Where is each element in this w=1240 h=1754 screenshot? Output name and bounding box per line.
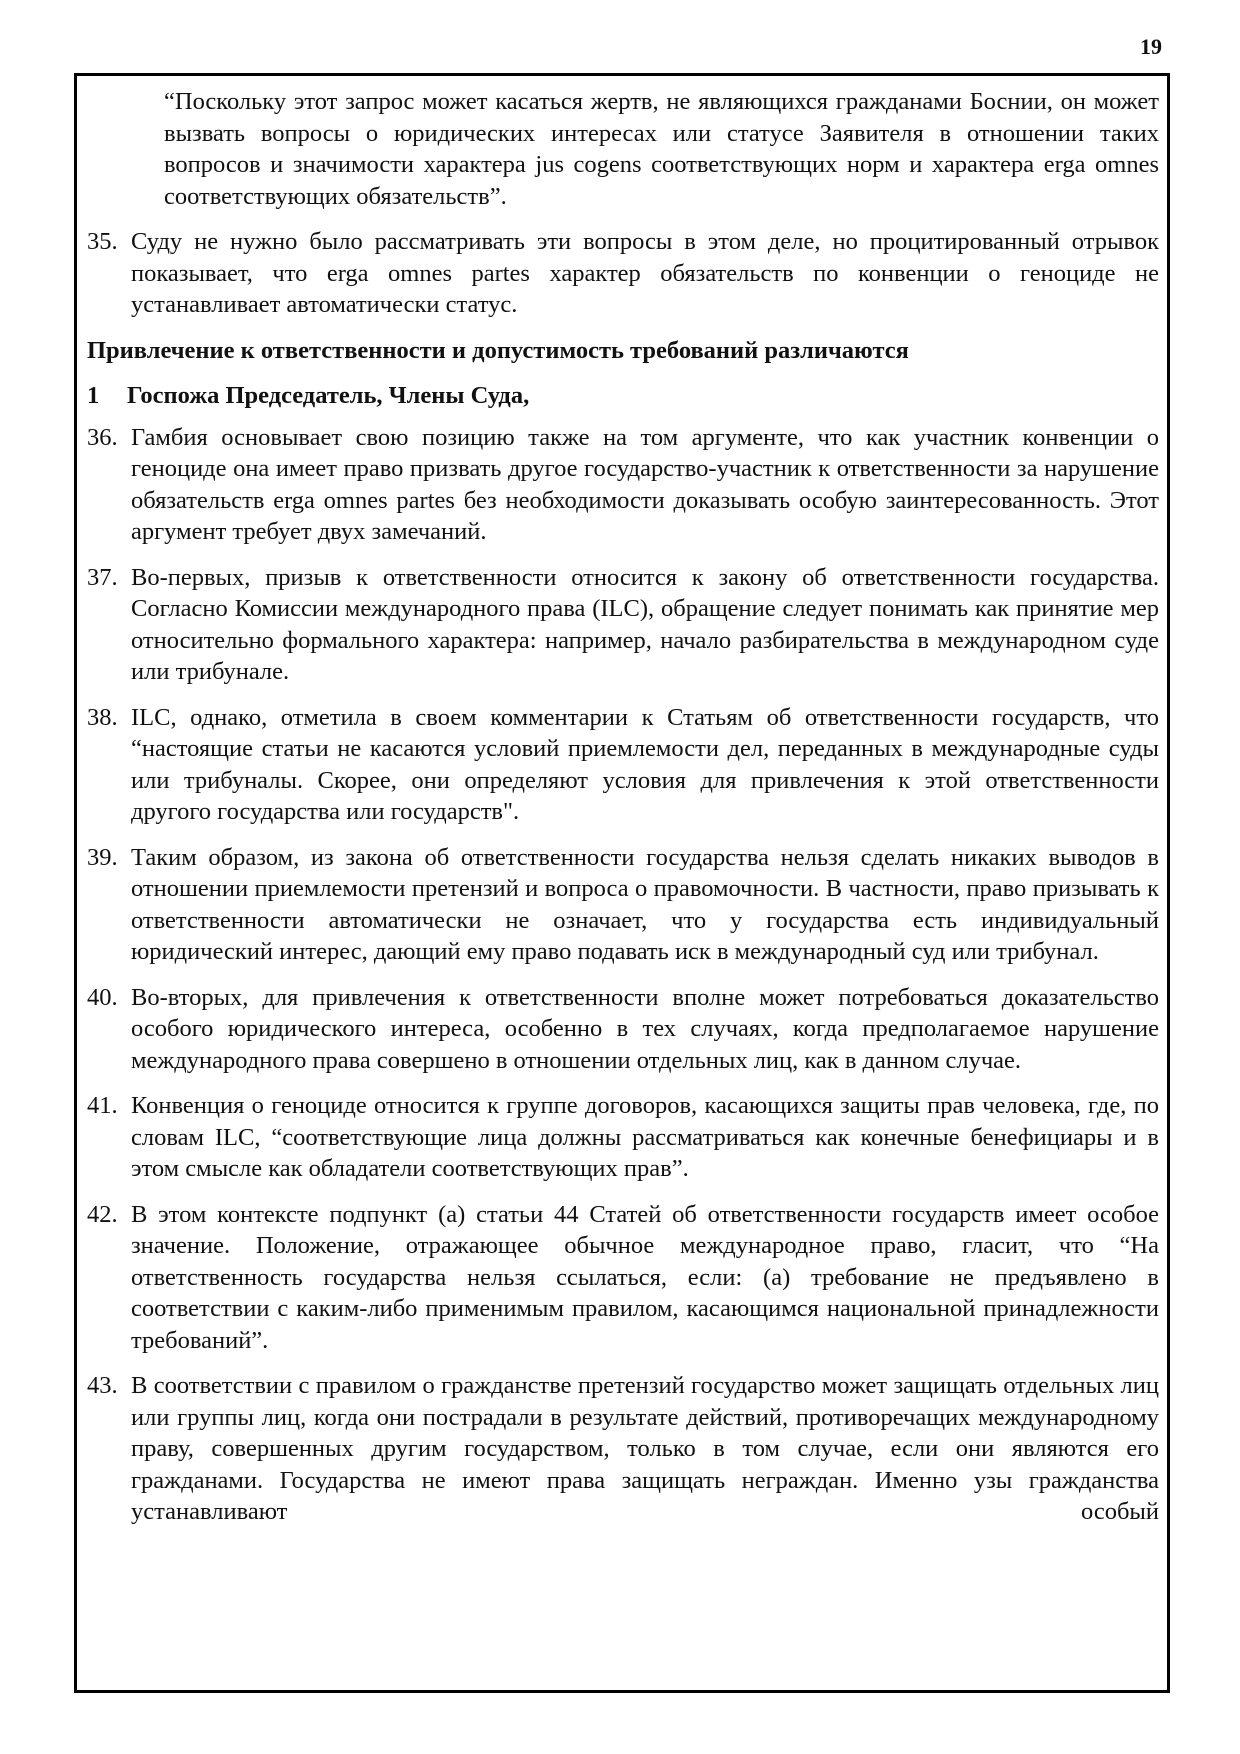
subheading (87, 380, 1159, 412)
paragraph-43 (87, 1370, 1159, 1528)
paragraph-number: 37. (87, 563, 118, 591)
paragraph-40 (87, 982, 1159, 1077)
paragraph-number: 36. (87, 423, 118, 451)
paragraph-text: В этом контексте подпункт (а) статьи 44 Статей об ответственности государств имеет особое значение. Положение, отражающее обычное международное право, гласит, что “На ответственность государства нельзя ссылаться, если: (а) требование не предъявлено в соответствии с каким-либо применимым правилом, касающимся национальной принадлежности требований”. (131, 1200, 1159, 1354)
section-heading: Привлечение к ответственности и допустимость требований различаются (87, 336, 909, 364)
paragraph-42 (87, 1199, 1159, 1357)
block-quote: “Поскольку этот запрос может касаться жертв, не являющихся гражданами Боснии, он может вызвать вопросы о юридических интересах или статусе Заявителя в отношении таких вопросов и значимости характера jus cogens соответствующих норм и характера erga omnes соответствующих обязательств”. (164, 88, 1159, 210)
paragraph-37 (87, 562, 1159, 688)
paragraph-41 (87, 1090, 1159, 1185)
paragraph-text: Суду не нужно было рассматривать эти вопросы в этом деле, но процитированный отрывок показывает, что erga omnes partes характер обязательств по конвенции о геноциде не устанавливает автоматически статус. (131, 228, 1159, 318)
paragraph-number: 43. (87, 1372, 118, 1399)
paragraph-number: 41. (87, 1092, 118, 1119)
paragraph-number: 42. (87, 1200, 118, 1228)
paragraph-36 (87, 422, 1159, 548)
paragraph-text: Таким образом, из закона об ответственности государства нельзя сделать никаких выводов в отношении приемлемости претензий и вопроса о правомочности. В частности, право призывать к ответственности автоматически не означает, что у государства есть индивидуальный юридический интерес, дающий ему право подавать иск в международный суд или трибунал. (131, 843, 1159, 965)
paragraph-number: 40. (87, 983, 118, 1011)
paragraph-38 (87, 702, 1159, 828)
page-number: 19 (1140, 34, 1162, 59)
paragraph-39 (87, 842, 1159, 968)
subheading-text: Госпожа Председатель, Члены Суда, (127, 382, 530, 409)
paragraph-35 (87, 226, 1159, 321)
paragraph-text: Конвенция о геноциде относится к группе договоров, касающихся защиты прав человека, где, по словам ILC, “соответствующие лица должны рассматриваться как конечные бенефициары и в этом смысле как обладатели соответствующих прав”. (131, 1092, 1159, 1182)
paragraph-number: 35. (87, 228, 118, 255)
paragraph-number: 38. (87, 703, 118, 731)
paragraph-text: В соответствии с правилом о гражданстве претензий государство может защищать отдельных лиц или группы лиц, когда они пострадали в результате действий, противоречащих международному праву, совершенных другим государством, только в том случае, если они являются его гражданами. Государства не имеют права защищать неграждан. Именно узы гражданства устанавливают особый (131, 1372, 1159, 1525)
page-frame (74, 73, 1170, 1693)
paragraph-text: Во-первых, призыв к ответственности относится к закону об ответственности государства. Согласно Комиссии международного права (ILC), обращение следует понимать как принятие мер относительно формального характера: например, начало разбирательства в международном суде или трибунале. (131, 563, 1159, 685)
paragraph-text: ILC, однако, отметила в своем комментарии к Статьям об ответственности государств, что “настоящие статьи не касаются условий приемлемости дел, переданных в международные суды или трибуналы. Скорее, они определяют условия для привлечения к этой ответственности другого государства или государств". (131, 703, 1159, 825)
paragraph-number: 39. (87, 843, 118, 871)
paragraph-text: Гамбия основывает свою позицию также на том аргументе, что как участник конвенции о геноциде она имеет право призвать другое государство-участник к ответственности за нарушение обязательств erga omnes partes без необходимости доказывать особую заинтересованность. Этот аргумент требует двух замечаний. (131, 423, 1159, 545)
paragraph-text: Во-вторых, для привлечения к ответственности вполне может потребоваться доказательство особого юридического интереса, особенно в тех случаях, когда предполагаемое нарушение международного права совершено в отношении отдельных лиц, как в данном случае. (131, 983, 1159, 1074)
subheading-number: 1 (87, 382, 100, 409)
